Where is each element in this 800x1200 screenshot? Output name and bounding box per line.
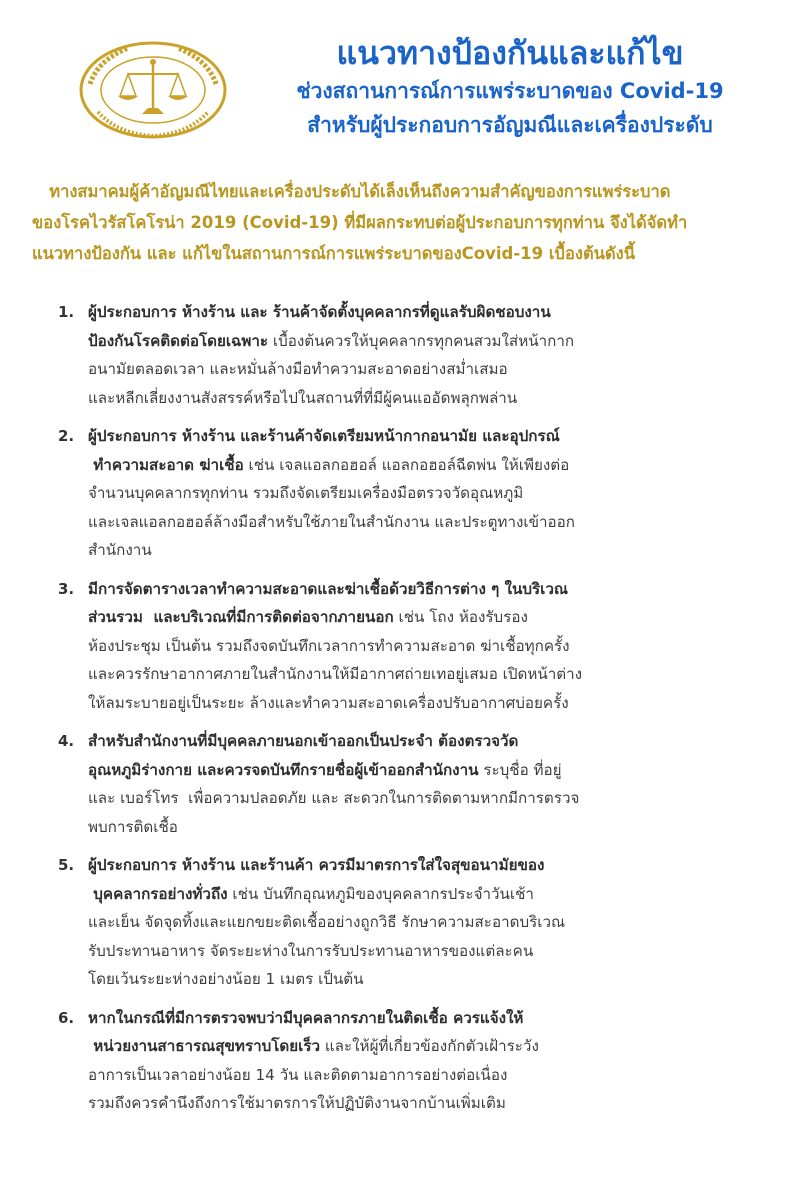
guideline-line bbox=[88, 508, 760, 537]
guideline-line bbox=[88, 727, 760, 756]
intro-line: ของโรคไวรัสโคโรน่า 2019 (Covid-19) ที่มีผลกระทบต่อผู้ประกอบการทุกท่าน จึงได้จัดทำ bbox=[32, 213, 688, 232]
guideline-line bbox=[88, 660, 760, 689]
guideline-line bbox=[88, 327, 760, 356]
guideline-line bbox=[88, 937, 760, 966]
page-subtitle-2: สำหรับผู้ประกอบการอัญมณีและเครื่องประดับ bbox=[307, 113, 713, 137]
guideline-text: ให้ลมระบายอยู่เป็นระยะ ล้างและทำความสะอาดเครื่องปรับอากาศบ่อยครั้ง bbox=[88, 693, 569, 712]
guideline-bold-text: สำหรับสำนักงานที่มีบุคคลภายนอกเข้าออกเป็นประจำ ต้องตรวจวัด bbox=[88, 732, 519, 750]
guideline-bold-text: ทำความสะอาด ฆ่าเชื้อ bbox=[88, 455, 244, 474]
guideline-line bbox=[88, 756, 760, 785]
guideline-bold-text: บุคคลากรอย่างทั่วถึง bbox=[88, 884, 228, 903]
guideline-line bbox=[88, 422, 760, 451]
guideline-line bbox=[88, 1032, 760, 1061]
guideline-text: ห้องประชุม เป็นต้น รวมถึงจดบันทึกเวลาการทำความสะอาด ฆ่าเชื้อทุกครั้ง bbox=[88, 636, 570, 655]
guideline-number: 3. bbox=[58, 579, 75, 598]
guideline-text: เช่น บันทึกอุณหภูมิของบุคคลากรประจำวันเช้า bbox=[227, 884, 534, 903]
guideline-bold-text: ส่วนรวม และบริเวณที่มีการติดต่อจากภายนอก bbox=[88, 608, 394, 626]
guideline-line bbox=[88, 384, 760, 413]
intro-paragraph bbox=[32, 176, 784, 269]
guideline-text: อนามัยตลอดเวลา และหมั่นล้างมือทำความสะอาดอย่างสม่ำเสมอ bbox=[88, 360, 508, 378]
guideline-line bbox=[88, 536, 760, 565]
guideline-number: 1. bbox=[58, 303, 75, 321]
page-subtitle-1: ช่วงสถานการณ์การแพร่ระบาดของ Covid-19 bbox=[296, 79, 724, 103]
guideline-line bbox=[88, 1061, 760, 1090]
guideline-line bbox=[88, 575, 760, 604]
guideline-line bbox=[88, 908, 760, 937]
guideline-text: อาการเป็นเวลาอย่างน้อย 14 วัน และติดตามอาการอย่างต่อเนื่อง bbox=[88, 1065, 508, 1084]
guideline-item bbox=[50, 422, 760, 565]
guideline-line bbox=[88, 451, 760, 480]
guideline-line bbox=[88, 851, 760, 880]
guideline-text: รับประทานอาหาร จัดระยะห่างในการรับประทานอาหารของแต่ละคน bbox=[88, 941, 534, 960]
guideline-item bbox=[50, 1004, 760, 1118]
guideline-number: 5. bbox=[58, 856, 75, 874]
guideline-number: 2. bbox=[58, 427, 75, 445]
guideline-text: สำนักงาน bbox=[88, 541, 152, 559]
guideline-line bbox=[88, 965, 760, 994]
guideline-text: จำนวนบุคคลากรทุกท่าน รวมถึงจัดเตรียมเครื่องมือตรวจวัดอุณหภูมิ bbox=[88, 484, 524, 502]
guideline-line bbox=[88, 689, 760, 718]
guideline-number: 4. bbox=[58, 732, 75, 750]
guideline-text: ระบุชื่อ ที่อยู่ bbox=[478, 760, 562, 779]
guideline-item bbox=[50, 851, 760, 994]
guideline-bold-text: หน่วยงานสาธารณสุขทราบโดยเร็ว bbox=[88, 1037, 321, 1055]
guideline-line bbox=[88, 603, 760, 632]
guideline-text: และ เบอร์โทร เพื่อความปลอดภัย และ สะดวกในการติดตามหากมีการตรวจ bbox=[88, 789, 580, 807]
guideline-text: และเจลแอลกอฮอล์ล้างมือสำหรับใช้ภายในสำนักงาน และประตูทางเข้าออก bbox=[88, 512, 575, 531]
guideline-bold-text: อุณหภูมิร่างกาย และควรจดบันทึกรายชื่อผู้เข้าออกสำนักงาน bbox=[88, 760, 479, 779]
guideline-text: และหลีกเลี่ยงงานสังสรรค์หรือไปในสถานที่ที่มีผู้คนแออัดพลุกพล่าน bbox=[88, 388, 518, 407]
guideline-item bbox=[50, 575, 760, 718]
guideline-text: รวมถึงควรคำนึงถึงการใช้มาตรการให้ปฏิบัติงานจากบ้านเพิ่มเติม bbox=[88, 1094, 506, 1112]
guideline-item bbox=[50, 727, 760, 841]
guideline-text: เช่น โถง ห้องรับรอง bbox=[393, 608, 528, 626]
guideline-text: พบการติดเชื้อ bbox=[88, 817, 178, 836]
guideline-bold-text: ผู้ประกอบการ ห้างร้าน และร้านค้าจัดเตรียมหน้ากากอนามัย และอุปกรณ์ bbox=[88, 427, 560, 445]
guideline-text: เช่น เจลแอลกอฮอล์ แอลกอฮอล์ฉีดพ่น ให้เพียงต่อ bbox=[243, 455, 570, 474]
guideline-line bbox=[88, 1089, 760, 1118]
guideline-bold-text: ผู้ประกอบการ ห้างร้าน และร้านค้า ควรมีมาตรการใส่ใจสุขอนามัยของ bbox=[88, 856, 545, 874]
guideline-line bbox=[88, 479, 760, 508]
page-title: แนวทางป้องกันและแก้ไข bbox=[336, 34, 684, 72]
guideline-line bbox=[88, 784, 760, 813]
guideline-bold-text: หากในกรณีที่มีการตรวจพบว่ามีบุคคลากรภายในติดเชื้อ ควรแจ้งให้ bbox=[88, 1008, 524, 1027]
guideline-line bbox=[88, 880, 760, 909]
guideline-line bbox=[88, 632, 760, 661]
intro-line: ทางสมาคมผู้ค้าอัญมณีไทยและเครื่องประดับได้เล็งเห็นถึงความสำคัญของการแพร่ระบาด bbox=[32, 182, 671, 201]
guideline-line bbox=[88, 1004, 760, 1033]
guideline-bold-text: ป้องกันโรคติดต่อโดยเฉพาะ bbox=[88, 331, 269, 350]
guideline-text: และให้ผู้ที่เกี่ยวข้องกักตัวเฝ้าระวัง bbox=[320, 1037, 539, 1055]
guideline-text: โดยเว้นระยะห่างอย่างน้อย 1 เมตร เป็นต้น bbox=[88, 970, 364, 988]
guideline-number: 6. bbox=[58, 1008, 75, 1027]
association-logo bbox=[78, 40, 228, 140]
intro-line: แนวทางป้องกัน และ แก้ไขในสถานการณ์การแพร่ระบาดของCovid-19 เบื้องต้นดังนี้ bbox=[32, 244, 636, 263]
header-titles bbox=[230, 32, 790, 142]
guideline-line bbox=[88, 298, 760, 327]
guideline-list bbox=[50, 298, 760, 1128]
guideline-line bbox=[88, 813, 760, 842]
guideline-text: และเย็น จัดจุดทิ้งและแยกขยะติดเชื้ออย่างถูกวิธี รักษาความสะอาดบริเวณ bbox=[88, 913, 566, 931]
guideline-text: และควรรักษาอากาศภายในสำนักงานให้มีอากาศถ่ายเทอยู่เสมอ เปิดหน้าต่าง bbox=[88, 665, 583, 683]
guideline-bold-text: มีการจัดตารางเวลาทำความสะอาดและฆ่าเชื้อด้วยวิธีการต่าง ๆ ในบริเวณ bbox=[88, 579, 568, 598]
guideline-line bbox=[88, 355, 760, 384]
guideline-bold-text: ผู้ประกอบการ ห้างร้าน และ ร้านค้าจัดตั้งบุคคลากรที่ดูแลรับผิดชอบงาน bbox=[88, 303, 551, 321]
guideline-item bbox=[50, 298, 760, 412]
guideline-text: เบื้องต้นควรให้บุคคลากรทุกคนสวมใส่หน้ากาก bbox=[268, 331, 575, 350]
